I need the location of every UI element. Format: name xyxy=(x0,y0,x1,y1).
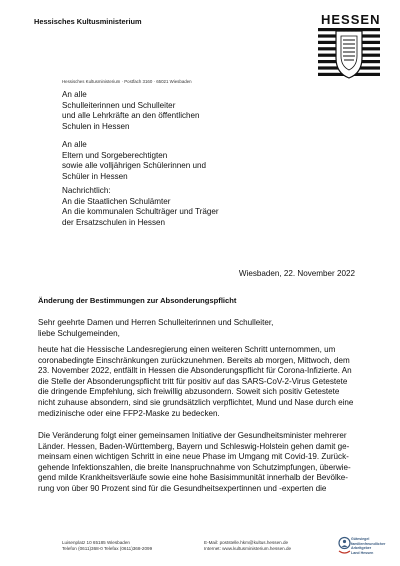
footer-line: Internet: www.kultusministerium.hessen.de xyxy=(204,546,292,552)
recipient-block-schools xyxy=(62,90,200,132)
salutation-line: Sehr geehrte Damen und Herren Schulleiterinnen und Schulleiter, xyxy=(38,318,274,327)
footer-address xyxy=(62,540,152,553)
body-paragraph-1 xyxy=(38,345,367,419)
body-line: die Stelle der Absonderungspflicht tritt für positiv auf das SARS-CoV-2-Virus Getestete xyxy=(38,376,348,386)
logo-text xyxy=(351,537,385,555)
logo-text-line: Land Hessen xyxy=(351,550,374,555)
ministry-name: Hessisches Kultusministerium xyxy=(34,17,142,26)
hessen-crest-icon xyxy=(318,28,380,81)
body-line: Länder. Hessen, Baden-Württemberg, Bayern und Schleswig-Holstein gehen damit ge- xyxy=(38,441,350,451)
body-line: die dringende Empfehlung, sich freiwillig abzusondern. Soweit sich positiv Getestete xyxy=(38,387,340,397)
footer-line: E-Mail: poststelle.hkm@kultus.hessen.de xyxy=(204,540,289,545)
body-line: meinsam einen wichtigen Schritt in eine neue Phase im Umgang mit Covid-19. Zurück- xyxy=(38,452,349,462)
recipient-line: An alle xyxy=(62,140,87,149)
body-line: nicht zuhause absondern, sind sie grundsätzlich verpflichtet, Mund und Nase durch eine xyxy=(38,397,354,407)
footer-line: Telefon (0611)368-0 Telefax (0611)368-2099 xyxy=(62,546,153,552)
recipient-line: Nachrichtlich: xyxy=(62,186,111,195)
recipient-line: der Ersatzschulen in Hessen xyxy=(62,217,166,227)
body-line: medizinische oder eine FFP2-Maske zu bedecken. xyxy=(38,408,220,418)
logo-text-line: Arbeitgeber xyxy=(351,546,372,551)
letter-subject: Änderung der Bestimmungen zur Absonderungspflicht xyxy=(38,296,237,305)
body-line: heute hat die Hessische Landesregierung einen weiteren Schritt unternommen, um xyxy=(38,345,336,354)
recipient-block-cc xyxy=(62,186,219,228)
family-seal-icon xyxy=(338,536,351,556)
recipient-line: und alle Lehrkräfte an den öffentlichen xyxy=(62,111,200,121)
salutation-line: liebe Schulgemeinden, xyxy=(38,328,120,338)
footer-contact xyxy=(204,540,291,553)
recipient-line: An die kommunalen Schulträger und Träger xyxy=(62,207,219,217)
salutation xyxy=(38,318,367,339)
recipient-line: Schulleiterinnen und Schulleiter xyxy=(62,100,176,110)
footer-line: Luisenplatz 10 65185 Wiesbaden xyxy=(62,540,130,545)
logo-text-line: Gütesiegel xyxy=(351,537,370,541)
sender-line: Hessisches Kultusministerium · Postfach 3160 · 65021 Wiesbaden xyxy=(62,79,192,84)
recipient-block-parents xyxy=(62,140,206,182)
family-friendly-employer-logo xyxy=(338,535,388,565)
recipient-line: Schulen in Hessen xyxy=(62,121,130,131)
recipient-line: An die Staatlichen Schulämter xyxy=(62,196,171,206)
letter-date: Wiesbaden, 22. November 2022 xyxy=(238,269,355,278)
body-line: Die Veränderung folgt einer gemeinsamen Initiative der Gesundheitsminister mehrerer xyxy=(38,431,347,440)
logo-text-line: familienfreundlicher xyxy=(351,541,386,546)
recipient-line: An alle xyxy=(62,90,87,99)
body-line: rung von über 90 Prozent sind für die Gesundheitsexpertinnen und -experten die xyxy=(38,483,327,493)
body-line: gehende Infektionszahlen, die breite Inanspruchnahme von Schutzimpfungen, überwie- xyxy=(38,462,351,472)
body-line: 23. November 2022, entfällt in Hessen die Absonderungspflicht für Corona-Infizierte. An xyxy=(38,366,352,376)
body-line: coronabedingte Einschränkungen zurückzunehmen. Bereits ab morgen, Mittwoch, dem xyxy=(38,355,350,365)
hessen-wordmark: HESSEN xyxy=(321,12,381,27)
body-paragraph-2 xyxy=(38,431,367,495)
recipient-line: Eltern und Sorgeberechtigten xyxy=(62,150,168,160)
recipient-line: Schüler in Hessen xyxy=(62,171,128,181)
body-line: gend milde Krankheitsverläufe sowie eine hohe Basisimmunität innerhalb der Bevölke- xyxy=(38,473,348,483)
recipient-line: sowie alle volljährigen Schülerinnen und xyxy=(62,161,206,171)
